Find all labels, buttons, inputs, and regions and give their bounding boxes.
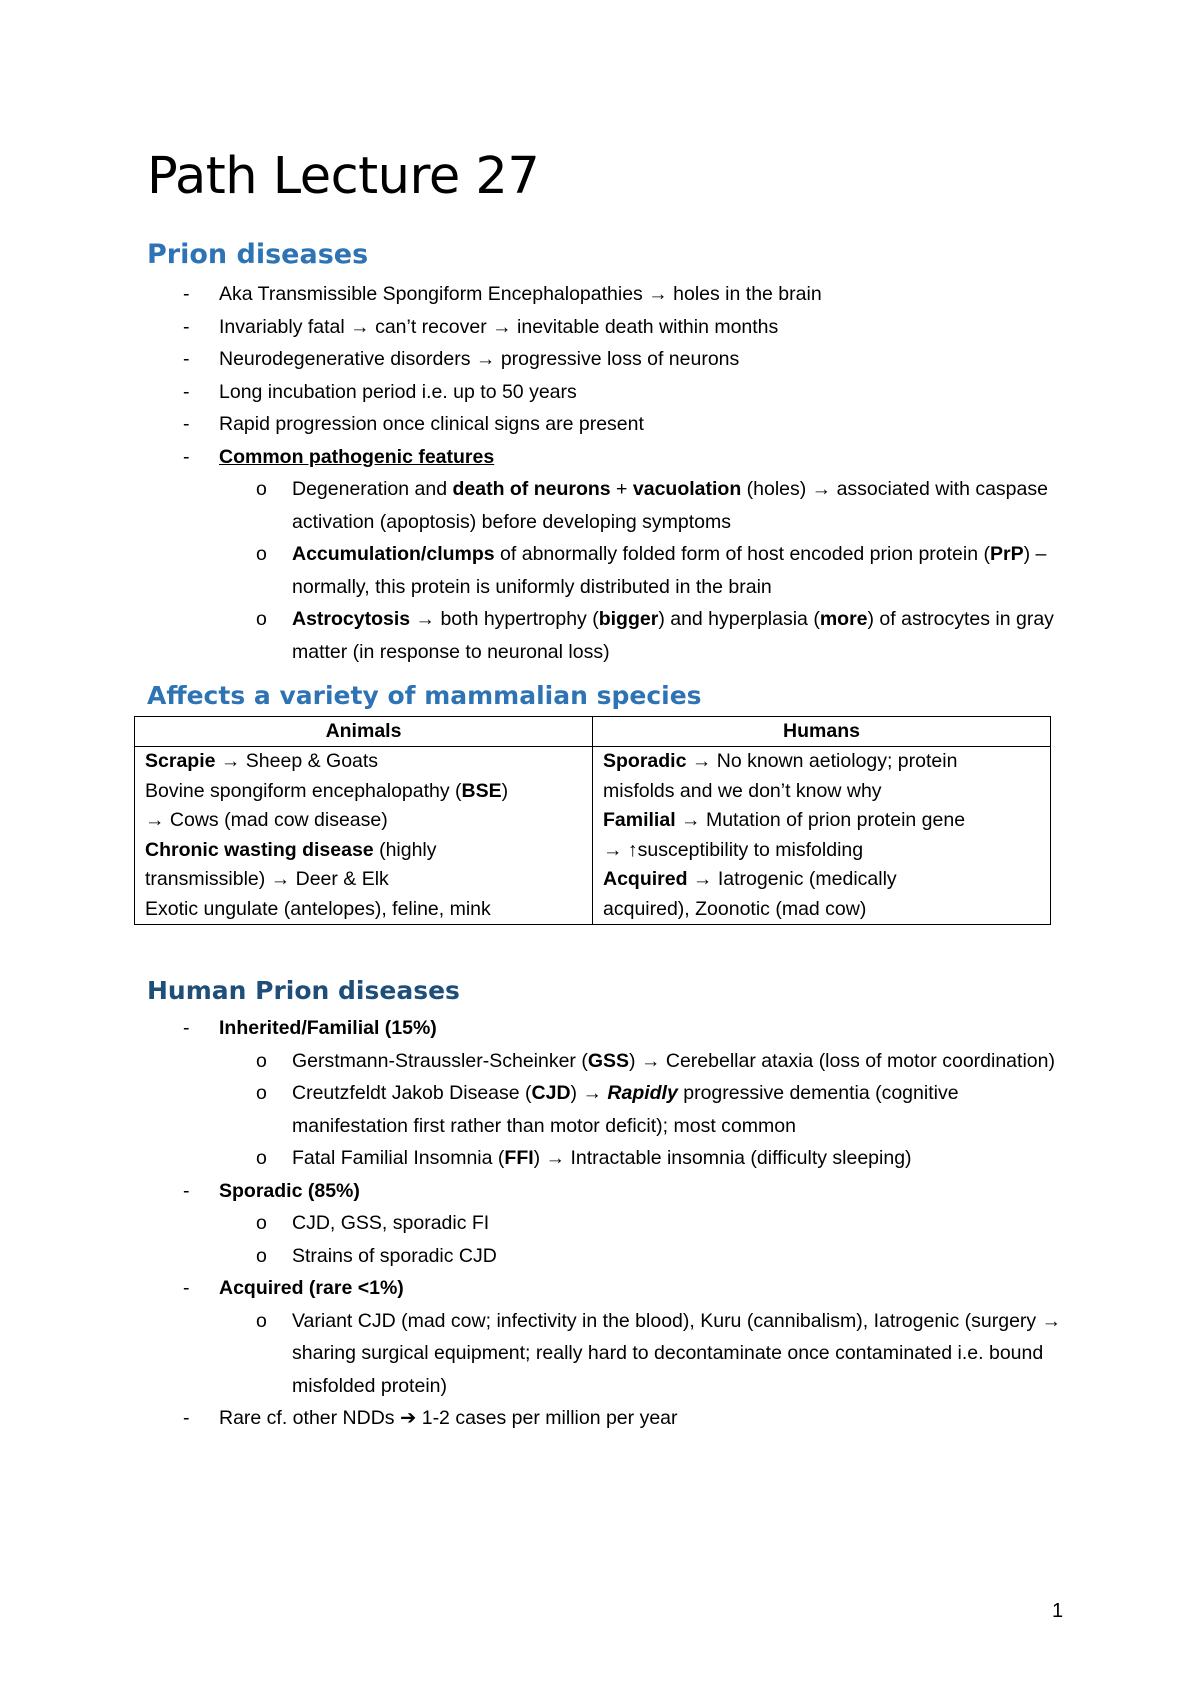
list-item-sporadic: - Sporadic (85%) o CJD, GSS, sporadic FI o Strains of sporadic CJD bbox=[147, 1175, 1067, 1273]
acquired-sublist bbox=[219, 1305, 1067, 1403]
sub-list-item: o CJD, GSS, sporadic FI bbox=[219, 1207, 1067, 1240]
page-number: 1 bbox=[1052, 1600, 1064, 1622]
human-prion-diseases-list bbox=[147, 1012, 1067, 1435]
section-heading-human-prion-diseases: Human Prion diseases bbox=[147, 976, 460, 1005]
list-item: - Neurodegenerative disorders → progressive loss of neurons bbox=[147, 343, 1067, 376]
animals-cell: Scrapie → Sheep & Goats Bovine spongiform encephalopathy (BSE) → Cows (mad cow disease) Chronic wasting disease (highly transmissible) → Deer & Elk Exotic ungulate (antelopes), feline, mink bbox=[135, 747, 593, 925]
sub-list-item: o Variant CJD (mad cow; infectivity in the blood), Kuru (cannibalism), Iatrogenic (surgery → sharing surgical equipment; really hard to decontaminate once contaminated i.e. bound misfolded protein) bbox=[219, 1305, 1067, 1403]
list-item-common-features bbox=[147, 441, 1067, 669]
column-header-animals: Animals bbox=[135, 717, 593, 747]
list-item: - Rapid progression once clinical signs are present bbox=[147, 408, 1067, 441]
page-title: Path Lecture 27 bbox=[147, 147, 540, 206]
list-item: - Invariably fatal → can’t recover → inevitable death within months bbox=[147, 311, 1067, 344]
list-item-inherited: - Inherited/Familial (15%) o Gerstmann-Straussler-Scheinker (GSS) → Cerebellar ataxia (loss of motor coordination) o Creutzfeldt Jakob Disease (CJD) → Rapidly progressive dementia (cognitive manifestation first rather than motor deficit); most common o Fatal Familial Insomnia (FFI) → Intractable insomnia (difficulty sleeping) bbox=[147, 1012, 1067, 1175]
prion-diseases-list bbox=[147, 278, 1067, 668]
inherited-sublist bbox=[219, 1045, 1067, 1175]
sub-list-item: o Creutzfeldt Jakob Disease (CJD) → Rapidly progressive dementia (cognitive manifestation first rather than motor deficit); most common bbox=[219, 1077, 1067, 1142]
table-header-row bbox=[135, 717, 1051, 747]
species-table bbox=[134, 716, 1051, 925]
section-heading-mammalian-species: Affects a variety of mammalian species bbox=[147, 681, 702, 710]
table-row bbox=[135, 747, 1051, 925]
section-heading-prion-diseases: Prion diseases bbox=[147, 239, 369, 270]
list-item-acquired: - Acquired (rare <1%) o Variant CJD (mad cow; infectivity in the blood), Kuru (cannibalism), Iatrogenic (surgery → sharing surgical equipment; really hard to decontaminate once contaminated i.e. bound misfolded protein) bbox=[147, 1272, 1067, 1402]
list-item: - Aka Transmissible Spongiform Encephalopathies → holes in the brain bbox=[147, 278, 1067, 311]
sub-list-item: o Degeneration and death of neurons + vacuolation (holes) → associated with caspase activation (apoptosis) before developing symptoms bbox=[219, 473, 1067, 538]
sporadic-sublist bbox=[219, 1207, 1067, 1272]
sub-list-item: o Accumulation/clumps of abnormally folded form of host encoded prion protein (PrP) – normally, this protein is uniformly distributed in the brain bbox=[219, 538, 1067, 603]
common-features-sublist bbox=[219, 473, 1067, 668]
column-header-humans: Humans bbox=[593, 717, 1051, 747]
sub-list-item: o Fatal Familial Insomnia (FFI) → Intractable insomnia (difficulty sleeping) bbox=[219, 1142, 1067, 1175]
common-features-label: Common pathogenic features bbox=[219, 445, 495, 468]
sub-list-item: o Astrocytosis → both hypertrophy (bigger) and hyperplasia (more) of astrocytes in gray matter (in response to neuronal loss) bbox=[219, 603, 1067, 668]
humans-cell: Sporadic → No known aetiology; protein misfolds and we don’t know why Familial → Mutation of prion protein gene → ↑susceptibility to misfolding Acquired → Iatrogenic (medically acquired), Zoonotic (mad cow) bbox=[593, 747, 1051, 925]
sub-list-item: o Gerstmann-Straussler-Scheinker (GSS) → Cerebellar ataxia (loss of motor coordination) bbox=[219, 1045, 1067, 1078]
list-item: - Rare cf. other NDDs ➔ 1-2 cases per million per year bbox=[147, 1402, 1067, 1435]
list-item: - Long incubation period i.e. up to 50 years bbox=[147, 376, 1067, 409]
sub-list-item: o Strains of sporadic CJD bbox=[219, 1240, 1067, 1273]
